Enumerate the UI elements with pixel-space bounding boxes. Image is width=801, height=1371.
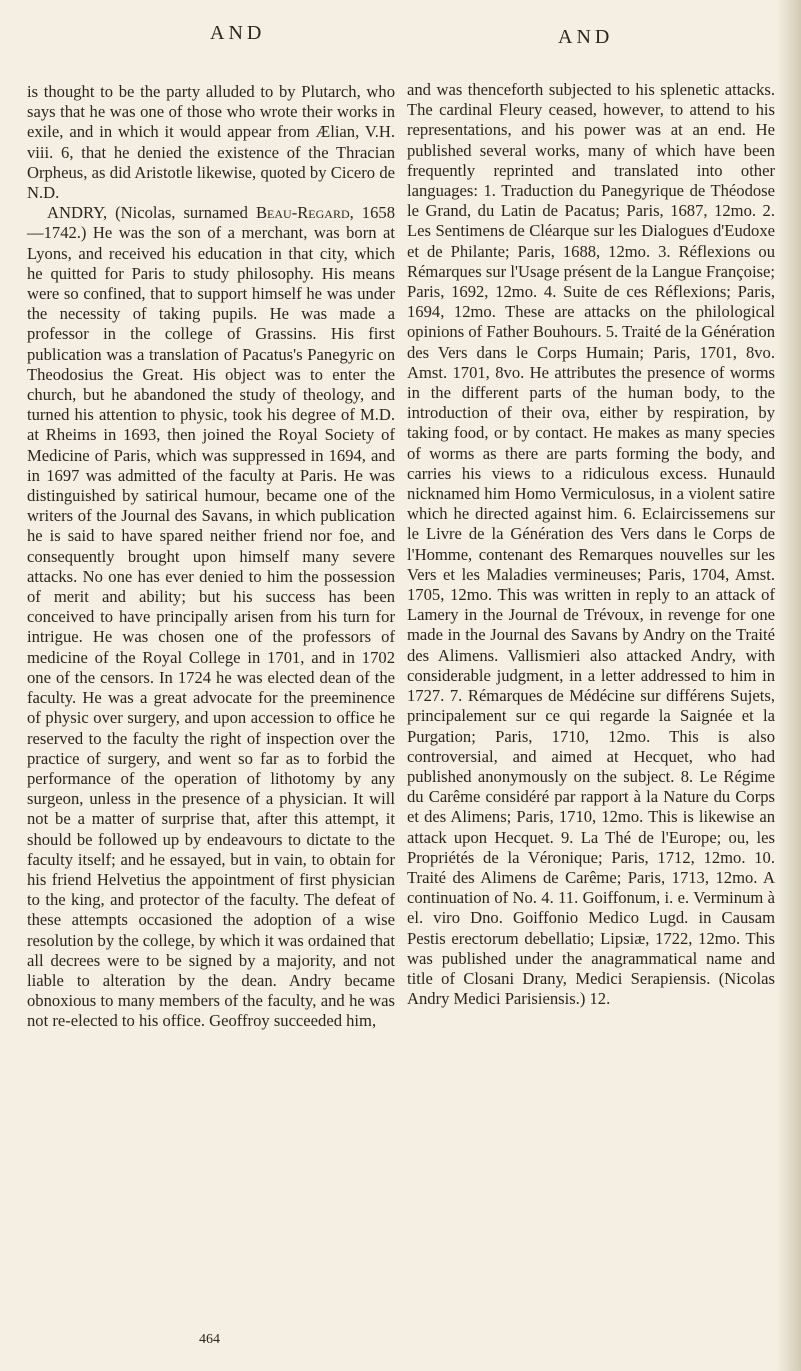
entry-body: 1658—1742.) He was the son of a merchant, was born at Lyons, and received his education in that city, which he quitted for Paris to study philosophy. His means were so confined, that to support himself he was under the necessity of taking pupils. He was made a professor in the college of Grassins. His first publication was a translation of Pacatus's Panegyric on Theodosius the Great. His object was to enter the church, but he abandoned the study of theology, and turned his attention to physic, took his degree of M.D. at Rheims in 1693, then joined the Royal Society of Medicine of Paris, which was suppressed in 1694, and in 1697 was admitted of the faculty at Paris. He was distinguished by satirical humour, became one of the writers of the Journal des Savans, in which publication he is said to have spared neither friend nor foe, and consequently brought upon himself many severe attacks. No one has ever denied to him the possession of merit and ability; but his success has been conceived to have principally arisen from his turn for intrigue. He was chosen one of the professors of medicine of the Royal College in 1701, and in 1702 one of the censors. In 1724 he was elected dean of the faculty. He was a great advocate for the preeminence of physic over surgery, and upon accession to office he reserved to the faculty the right of inspection over the practice of surgery, and went so far as to forbid the performance of the operation of lithotomy by any surgeon, unless in the presence of a physician. It will not be a matter of surprise that, after this attempt, it should be followed up by endeavours to dictate to the faculty itself; and he essayed, but in vain, to obtain for his friend Helvetius the appointment of first physician to the king, and protector of the faculty. The defeat of these attempts occasioned the adoption of a wise resolution by the college, by which it was ordained that all decrees were to be signed by a majority, and not liable to alteration by the dean. Andry became obnoxious to many members of the faculty, and he was not re-elected to his office. Geoffroy succeeded him, — [27, 203, 395, 1031]
andry-entry — [27, 203, 395, 1031]
left-column — [27, 82, 395, 1032]
entry-name: ANDRY, (Nicolas, surnamed — [47, 203, 248, 223]
continued-paragraph: is thought to be the party alluded to by Plutarch, who says that he was one of those who wrote their works in exile, and in which it would appear from Ælian, V.H. viii. 6, that he denied the existence of the Thracian Orpheus, as did Aristotle likewise, quoted by Cicero de N.D. — [27, 82, 395, 203]
right-column — [407, 80, 775, 1009]
entry-surname: Beau-Regard, — [255, 203, 354, 223]
running-head-left: AND — [210, 22, 266, 44]
right-column-text: and was thenceforth subjected to his splenetic attacks. The cardinal Fleury ceased, however, to attend to his representations, and his power was at an end. He published several works, many of which have been frequently reprinted and translated into other languages: 1. Traduction du Panegyrique de Théodose le Grand, du Latin de Pacatus; Paris, 1687, 12mo. 2. Les Sentimens de Cléarque sur les Dialogues d'Eudoxe et de Philante; Paris, 1688, 12mo. 3. Réflexions ou Rémarques sur l'Usage présent de la Langue Françoise; Paris, 1692, 12mo. 4. Suite de ces Réflexions; Paris, 1694, 12mo. These are attacks on the philological opinions of Father Bouhours. 5. Traité de la Génération des Vers dans le Corps Humain; Paris, 1701, 8vo. Amst. 1701, 8vo. He attributes the presence of worms in the different parts of the human body, to the introduction of their ova, either by respiration, by taking food, or by contact. He makes as many species of worms as there are parts forming the body, and carries his views to a ridiculous excess. Hunauld nicknamed him Homo Vermiculosus, in a violent satire which he directed against him. 6. Eclaircissemens sur le Livre de la Génération des Vers dans le Corps de l'Homme, contenant des Remarques nouvelles sur les Vers et les Maladies vermineuses; Paris, 1704, Amst. 1705, 12mo. This was written in reply to an attack of Lamery in the Journal de Trévoux, in revenge for one made in the Journal des Savans by Andry on the Traité des Alimens. Vallismieri also attacked Andry, with considerable judgment, in a letter addressed to him in 1727. 7. Rémarques de Médécine sur différens Sujets, principalement sur ce qui regarde la Saignée et la Purgation; Paris, 1710, 12mo. This is also controversial, and aimed at Hecquet, who had published anonymously on the subject. 8. Le Régime du Carême considéré par rapport à la Nature du Corps et des Alimens; Paris, 1710, 12mo. This is likewise an attack upon Hecquet. 9. La Thé de l'Europe; ou, les Propriétés de la Véronique; Paris, 1712, 12mo. 10. Traité des Alimens de Carême; Paris, 1713, 12mo. A continuation of No. 4. 11. Goiffonum, i. e. Verminum à el. viro Dno. Goiffonio Medico Lugd. in Causam Pestis erectorum debellatio; Lipsiæ, 1722, 12mo. This was published under the anagrammatical name and title of Closani Drany, Medici Serapiensis. (Nicolas Andry Medici Parisiensis.) 12. — [407, 80, 775, 1009]
page-number: 464 — [199, 1332, 220, 1347]
page-edge-shadow — [777, 0, 801, 1371]
running-head-right: AND — [558, 26, 614, 48]
